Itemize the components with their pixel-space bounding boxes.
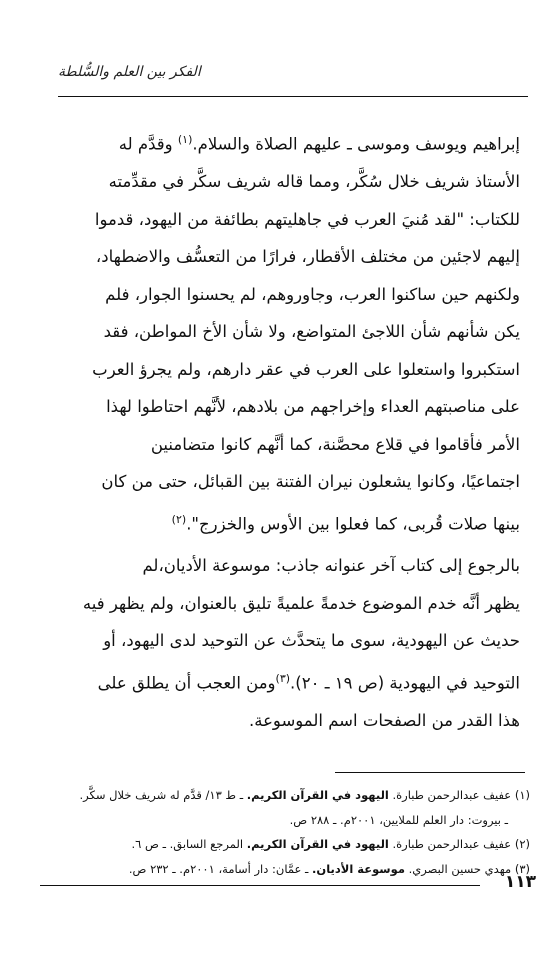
footnote-1 xyxy=(40,783,530,808)
footnote-details: ـ عمَّان: دار أسامة، ٢٠٠١م. ـ ٢٣٢ ص. xyxy=(128,861,309,876)
text-line: حديث عن اليهودية، سوى ما يتحدَّث عن التوحيد لدى اليهود، أو xyxy=(103,631,520,650)
page-number-rule xyxy=(40,885,480,886)
text-line: إليهم لاجئين من مختلف الأقطار، فرارًا من التعسُّف والاضطهاد، xyxy=(95,247,520,266)
footnote-author: عفيف عبدالرحمن طبارة. xyxy=(392,788,512,802)
text-line: اجتماعيًا، وكانوا يشعلون نيران الفتنة بين القبائل، حتى من كان xyxy=(101,472,520,491)
footnote-ref-1[interactable]: (١) xyxy=(177,133,193,146)
footnote-ref-3[interactable]: (٣) xyxy=(275,671,291,685)
text-line: ولكنهم حين ساكنوا العرب، وجاوروهم، لم يحسنوا الجوار، فلم xyxy=(105,284,520,304)
text-line: بالرجوع إلى كتاب آخر عنوانه جاذب: موسوعة الأديان،لم xyxy=(142,556,520,575)
text-line: الأمر فأقاموا في قلاع محصَّنة، كما أنَّهم كانوا متضامنين xyxy=(150,434,520,454)
text-line xyxy=(40,121,520,163)
text-line xyxy=(40,501,520,543)
text-line-part: وقدَّم له xyxy=(118,134,173,154)
text-line-part: بينها صلات قُربى، كما فعلوا بين الأوس والخزرج". xyxy=(186,514,520,533)
footnote-2 xyxy=(40,832,530,857)
text-line: استكبروا واستعلوا على العرب في عقر دارهم، ولم يجرؤ العرب xyxy=(92,359,520,379)
footnotes xyxy=(40,783,530,881)
running-header: الفكر بين العلم والسُّلطة xyxy=(58,64,201,80)
footnote-details: ـ ط ١٣/ قدَّم له شريف خلال سكَّر. xyxy=(79,788,244,802)
footnote-book-title: اليهود في القرآن الكريم. xyxy=(246,788,389,802)
footnote-number: (٣) xyxy=(514,861,530,876)
footnote-author: مهدي حسين البصري. xyxy=(408,861,512,876)
footnote-number: (١) xyxy=(514,788,530,802)
footnote-details: المرجع السابق. ـ ص ٦. xyxy=(131,837,244,851)
text-line: الأستاذ شريف خلال سُكَّر، ومما قاله شريف سكَّر في مقدِّمته xyxy=(108,172,520,191)
footnote-divider xyxy=(335,772,525,773)
text-line-part: التوحيد في اليهودية (ص ١٩ ـ ٢٠). xyxy=(290,673,520,692)
text-line: على مناصبتهم العداء وإخراجهم من بلادهم، لأنَّهم احتاطوا لهذا xyxy=(106,397,520,416)
text-line xyxy=(40,660,520,702)
text-line: هذا القدر من الصفحات اسم الموسوعة. xyxy=(249,710,520,730)
footnote-book-title: موسوعة الأديان. xyxy=(312,861,405,876)
footnote-number: (٢) xyxy=(514,837,530,851)
footnote-ref-2[interactable]: (٢) xyxy=(171,512,187,526)
paragraph-2 xyxy=(40,547,520,739)
text-line: يكن شأنهم شأن اللاجئ المتواضع، ولا شأن الأخ المواطن، فقد xyxy=(103,322,520,341)
paragraph-1 xyxy=(40,121,520,543)
page-number: ١١٣ xyxy=(504,872,536,892)
text-line-part: إبراهيم ويوسف وموسى ـ عليهم الصلاة والسلام. xyxy=(192,134,520,154)
footnote-1-continued: ـ بيروت: دار العلم للملايين، ٢٠٠١م. ـ ٢٨٨ ص. xyxy=(289,812,508,827)
footnote-author: عفيف عبدالرحمن طبارة. xyxy=(392,837,512,851)
text-line: للكتاب: "لقد مُنيَ العرب في جاهليتهم بطائفة من اليهود، قدموا xyxy=(94,209,520,229)
footnote-book-title: اليهود في القرآن الكريم. xyxy=(246,837,389,851)
header-divider xyxy=(58,96,528,97)
text-line: يظهر أنَّه خدم الموضوع خدمةً علميةً تليق بالعنوان، ولم يظهر فيه xyxy=(82,593,520,613)
footnote-3 xyxy=(40,857,530,882)
text-line-part: ومن العجب أن يطلق على xyxy=(97,673,276,692)
